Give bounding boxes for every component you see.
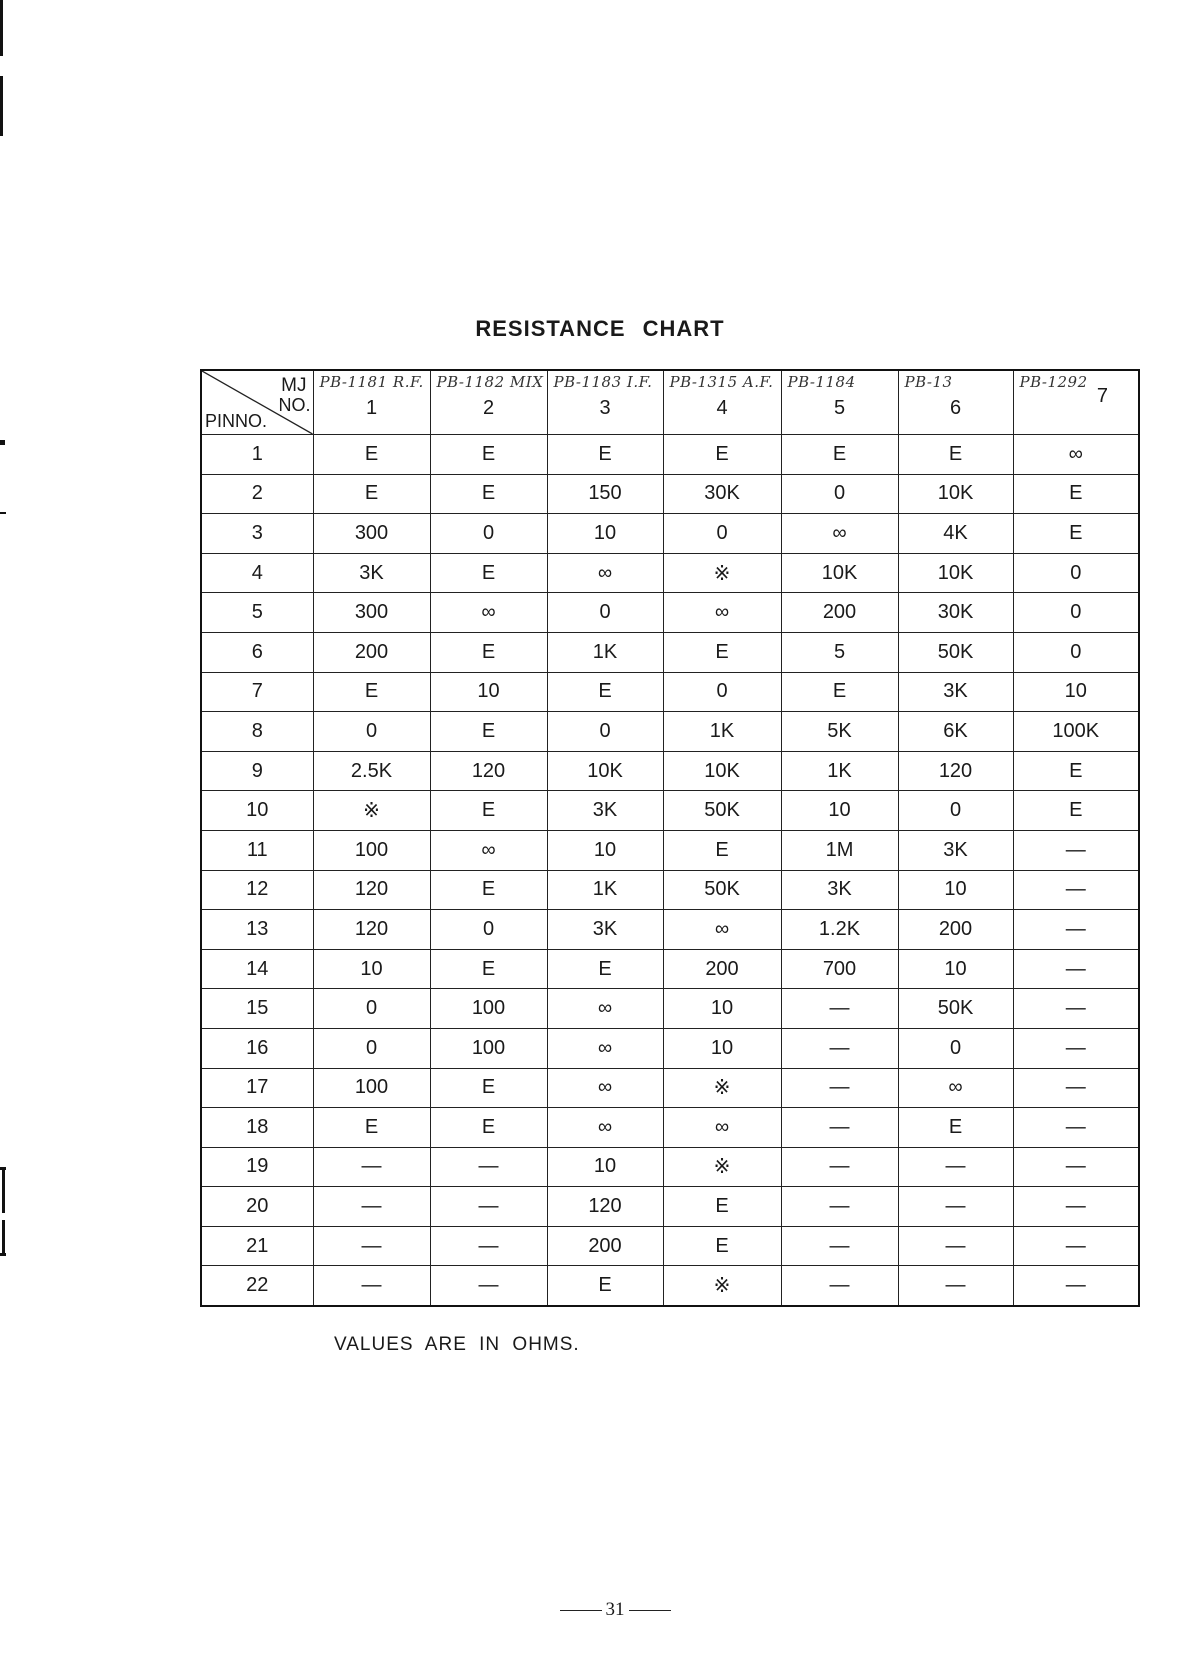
resistance-value-cell: 700	[781, 949, 898, 989]
handwritten-note: PB-13	[904, 373, 953, 391]
column-header-mj-2	[430, 370, 547, 435]
page-number-footer	[0, 1599, 1188, 1621]
resistance-value-cell: 10	[781, 791, 898, 831]
scan-margin-mark	[2, 1167, 5, 1213]
table-row	[201, 870, 1139, 910]
table-row	[201, 1028, 1139, 1068]
resistance-value-cell: —	[898, 1226, 1013, 1266]
resistance-value-cell: 200	[781, 593, 898, 633]
table-row	[201, 1108, 1139, 1148]
resistance-value-cell: —	[898, 1187, 1013, 1227]
resistance-value-cell: —	[898, 1147, 1013, 1187]
resistance-value-cell: 0	[547, 593, 663, 633]
resistance-value-cell: 120	[313, 870, 430, 910]
resistance-value-cell: —	[313, 1266, 430, 1306]
resistance-value-cell: 2.5K	[313, 751, 430, 791]
resistance-value-cell: ∞	[781, 514, 898, 554]
resistance-value-cell: E	[547, 949, 663, 989]
resistance-value-cell: 0	[313, 712, 430, 752]
column-header-mj-7	[1013, 370, 1139, 435]
footer-dash	[560, 1610, 602, 1611]
column-number: 3	[599, 397, 611, 419]
resistance-value-cell: —	[1013, 1266, 1139, 1306]
resistance-value-cell: E	[781, 435, 898, 475]
resistance-value-cell: 0	[898, 1028, 1013, 1068]
table-row	[201, 712, 1139, 752]
resistance-value-cell: 200	[313, 632, 430, 672]
resistance-value-cell: 100	[430, 989, 547, 1029]
resistance-value-cell: E	[547, 435, 663, 475]
pin-number-cell: 2	[201, 474, 313, 514]
resistance-value-cell: E	[898, 435, 1013, 475]
resistance-value-cell: 10	[663, 989, 781, 1029]
table-row	[201, 791, 1139, 831]
table-row	[201, 910, 1139, 950]
resistance-value-cell: E	[1013, 751, 1139, 791]
resistance-value-cell: 0	[1013, 632, 1139, 672]
resistance-value-cell: 150	[547, 474, 663, 514]
resistance-value-cell: E	[547, 672, 663, 712]
resistance-value-cell: 120	[898, 751, 1013, 791]
handwritten-note: PB-1315 A.F.	[669, 373, 774, 391]
table-row	[201, 632, 1139, 672]
resistance-value-cell: —	[1013, 870, 1139, 910]
resistance-value-cell: 1K	[663, 712, 781, 752]
resistance-value-cell: —	[1013, 1068, 1139, 1108]
resistance-value-cell: 0	[898, 791, 1013, 831]
column-header-mj-3	[547, 370, 663, 435]
resistance-value-cell: 0	[663, 514, 781, 554]
resistance-value-cell: 10	[547, 514, 663, 554]
resistance-value-cell: 0	[1013, 553, 1139, 593]
resistance-value-cell: 3K	[898, 830, 1013, 870]
scan-margin-mark	[2, 1220, 5, 1256]
resistance-value-cell: 10K	[898, 474, 1013, 514]
resistance-value-cell: —	[1013, 1028, 1139, 1068]
resistance-value-cell: ※	[663, 1266, 781, 1306]
resistance-value-cell: E	[663, 1187, 781, 1227]
resistance-value-cell: E	[430, 632, 547, 672]
pin-number-cell: 5	[201, 593, 313, 633]
table-row	[201, 751, 1139, 791]
page-number: 31	[605, 1599, 625, 1620]
handwritten-note: PB-1183 I.F.	[553, 373, 653, 391]
column-header-mj-1	[313, 370, 430, 435]
units-note: VALUES ARE IN OHMS.	[334, 1334, 580, 1355]
table-row	[201, 672, 1139, 712]
resistance-value-cell: 300	[313, 593, 430, 633]
resistance-value-cell: ∞	[547, 1108, 663, 1148]
resistance-value-cell: 10	[313, 949, 430, 989]
resistance-value-cell: 1.2K	[781, 910, 898, 950]
resistance-value-cell: —	[313, 1147, 430, 1187]
resistance-value-cell: —	[1013, 1147, 1139, 1187]
chart-title: RESISTANCE CHART	[475, 316, 725, 341]
table-row	[201, 1187, 1139, 1227]
resistance-value-cell: 120	[547, 1187, 663, 1227]
resistance-value-cell: ∞	[1013, 435, 1139, 475]
resistance-value-cell: —	[1013, 1226, 1139, 1266]
resistance-value-cell: 6K	[898, 712, 1013, 752]
resistance-value-cell: 0	[313, 989, 430, 1029]
mj-label: MJ	[281, 375, 307, 396]
table-row	[201, 1266, 1139, 1306]
footer-dash	[629, 1610, 671, 1611]
resistance-value-cell: 0	[430, 910, 547, 950]
resistance-value-cell: 5	[781, 632, 898, 672]
resistance-value-cell: 50K	[663, 791, 781, 831]
pin-number-cell: 12	[201, 870, 313, 910]
resistance-value-cell: —	[781, 1028, 898, 1068]
pin-number-cell: 15	[201, 989, 313, 1029]
resistance-value-cell: —	[781, 1266, 898, 1306]
header-row	[201, 370, 1139, 435]
resistance-value-cell: 10	[663, 1028, 781, 1068]
resistance-value-cell: —	[898, 1266, 1013, 1306]
pin-number-cell: 17	[201, 1068, 313, 1108]
pin-number-cell: 21	[201, 1226, 313, 1266]
resistance-value-cell: 3K	[547, 910, 663, 950]
resistance-value-cell: —	[430, 1266, 547, 1306]
resistance-value-cell: ∞	[430, 830, 547, 870]
resistance-table	[200, 369, 1140, 1307]
table-row	[201, 1226, 1139, 1266]
pin-number-cell: 18	[201, 1108, 313, 1148]
resistance-value-cell: 1M	[781, 830, 898, 870]
scan-margin-mark	[0, 440, 5, 445]
resistance-value-cell: 10K	[663, 751, 781, 791]
resistance-value-cell: 1K	[547, 870, 663, 910]
resistance-value-cell: 50K	[898, 632, 1013, 672]
pin-number-cell: 6	[201, 632, 313, 672]
column-header-mj-5	[781, 370, 898, 435]
resistance-value-cell: 10	[898, 870, 1013, 910]
resistance-value-cell: —	[430, 1187, 547, 1227]
pin-number-cell: 13	[201, 910, 313, 950]
table-row	[201, 553, 1139, 593]
resistance-value-cell: E	[430, 1068, 547, 1108]
pin-number-cell: 11	[201, 830, 313, 870]
resistance-value-cell: 200	[898, 910, 1013, 950]
resistance-value-cell: E	[430, 949, 547, 989]
handwritten-note: PB-1182 MIX	[436, 373, 544, 391]
resistance-value-cell: 10	[898, 949, 1013, 989]
pin-number-cell: 4	[201, 553, 313, 593]
resistance-value-cell: 100	[313, 1068, 430, 1108]
pin-number-cell: 8	[201, 712, 313, 752]
scan-margin-mark	[0, 0, 3, 56]
resistance-value-cell: —	[1013, 910, 1139, 950]
resistance-value-cell: E	[547, 1266, 663, 1306]
resistance-value-cell: ∞	[663, 593, 781, 633]
resistance-value-cell: E	[430, 712, 547, 752]
resistance-value-cell: E	[663, 435, 781, 475]
resistance-value-cell: 10	[430, 672, 547, 712]
table-row	[201, 1147, 1139, 1187]
pin-number-cell: 14	[201, 949, 313, 989]
resistance-value-cell: E	[1013, 791, 1139, 831]
resistance-value-cell: ※	[313, 791, 430, 831]
resistance-value-cell: 100	[430, 1028, 547, 1068]
resistance-value-cell: E	[430, 435, 547, 475]
resistance-value-cell: E	[1013, 474, 1139, 514]
column-number: 4	[716, 397, 728, 419]
resistance-value-cell: E	[663, 1226, 781, 1266]
resistance-value-cell: ∞	[547, 1028, 663, 1068]
resistance-value-cell: —	[1013, 830, 1139, 870]
scan-margin-mark	[0, 76, 3, 136]
resistance-value-cell: 0	[781, 474, 898, 514]
resistance-value-cell: ∞	[547, 1068, 663, 1108]
resistance-value-cell: 10	[547, 1147, 663, 1187]
resistance-value-cell: —	[781, 1187, 898, 1227]
table-row	[201, 514, 1139, 554]
resistance-value-cell: —	[430, 1226, 547, 1266]
corner-header-cell	[201, 370, 313, 435]
resistance-value-cell: 100K	[1013, 712, 1139, 752]
resistance-value-cell: —	[1013, 1187, 1139, 1227]
resistance-value-cell: 120	[430, 751, 547, 791]
resistance-value-cell: 200	[663, 949, 781, 989]
resistance-value-cell: E	[898, 1108, 1013, 1148]
no-label: NO.	[278, 395, 311, 415]
resistance-value-cell: ∞	[547, 989, 663, 1029]
pin-number-cell: 20	[201, 1187, 313, 1227]
handwritten-note: PB-1181 R.F.	[319, 373, 424, 391]
resistance-value-cell: 1K	[781, 751, 898, 791]
resistance-value-cell: 10	[547, 830, 663, 870]
column-number: 5	[833, 397, 846, 419]
pin-number-cell: 10	[201, 791, 313, 831]
table-row	[201, 593, 1139, 633]
resistance-value-cell: —	[313, 1187, 430, 1227]
column-number: 1	[365, 397, 378, 419]
table-row	[201, 1068, 1139, 1108]
resistance-value-cell: E	[430, 474, 547, 514]
resistance-value-cell: 4K	[898, 514, 1013, 554]
resistance-value-cell: E	[430, 870, 547, 910]
resistance-value-cell: E	[313, 435, 430, 475]
pin-number-cell: 9	[201, 751, 313, 791]
resistance-value-cell: ∞	[663, 1108, 781, 1148]
table-row	[201, 949, 1139, 989]
resistance-value-cell: 10	[1013, 672, 1139, 712]
pin-number-cell: 19	[201, 1147, 313, 1187]
resistance-value-cell: 200	[547, 1226, 663, 1266]
resistance-value-cell: E	[313, 1108, 430, 1148]
column-header-mj-4	[663, 370, 781, 435]
resistance-value-cell: 0	[663, 672, 781, 712]
resistance-value-cell: ※	[663, 1147, 781, 1187]
table-row	[201, 830, 1139, 870]
resistance-value-cell: ※	[663, 553, 781, 593]
resistance-value-cell: 0	[313, 1028, 430, 1068]
resistance-value-cell: 30K	[898, 593, 1013, 633]
resistance-value-cell: E	[663, 632, 781, 672]
pin-number-cell: 7	[201, 672, 313, 712]
pin-no-label: PINNO.	[205, 411, 268, 431]
resistance-value-cell: ∞	[663, 910, 781, 950]
table-row	[201, 989, 1139, 1029]
resistance-value-cell: —	[781, 1068, 898, 1108]
resistance-value-cell: —	[1013, 1108, 1139, 1148]
resistance-value-cell: E	[313, 672, 430, 712]
resistance-value-cell: —	[1013, 989, 1139, 1029]
resistance-value-cell: E	[781, 672, 898, 712]
table-row	[201, 474, 1139, 514]
resistance-value-cell: —	[781, 989, 898, 1029]
column-number: 2	[482, 397, 495, 419]
resistance-value-cell: —	[781, 1147, 898, 1187]
column-header-mj-6	[898, 370, 1013, 435]
resistance-value-cell: E	[430, 1108, 547, 1148]
handwritten-note: PB-1184	[787, 373, 856, 391]
resistance-value-cell: 10K	[898, 553, 1013, 593]
column-number: 7	[1096, 385, 1108, 407]
scan-margin-mark	[0, 512, 6, 514]
resistance-value-cell: 3K	[547, 791, 663, 831]
resistance-value-cell: —	[781, 1226, 898, 1266]
handwritten-note: PB-1292	[1019, 373, 1088, 391]
resistance-value-cell: E	[430, 791, 547, 831]
resistance-value-cell: 0	[1013, 593, 1139, 633]
resistance-value-cell: —	[1013, 949, 1139, 989]
resistance-value-cell: 0	[430, 514, 547, 554]
resistance-value-cell: —	[781, 1108, 898, 1148]
resistance-value-cell: 10K	[547, 751, 663, 791]
pin-number-cell: 1	[201, 435, 313, 475]
resistance-value-cell: 50K	[898, 989, 1013, 1029]
resistance-value-cell: —	[313, 1226, 430, 1266]
resistance-value-cell: E	[313, 474, 430, 514]
scan-margin-mark	[0, 1253, 6, 1256]
scan-margin-mark	[0, 1167, 6, 1170]
resistance-value-cell: 3K	[781, 870, 898, 910]
table-body	[201, 435, 1139, 1307]
resistance-value-cell: E	[1013, 514, 1139, 554]
resistance-value-cell: 50K	[663, 870, 781, 910]
resistance-value-cell: 120	[313, 910, 430, 950]
pin-number-cell: 16	[201, 1028, 313, 1068]
resistance-value-cell: 1K	[547, 632, 663, 672]
pin-number-cell: 3	[201, 514, 313, 554]
resistance-value-cell: ※	[663, 1068, 781, 1108]
resistance-value-cell: ∞	[430, 593, 547, 633]
resistance-value-cell: 5K	[781, 712, 898, 752]
resistance-value-cell: ∞	[547, 553, 663, 593]
resistance-value-cell: 10K	[781, 553, 898, 593]
column-number: 6	[949, 397, 962, 419]
resistance-value-cell: 300	[313, 514, 430, 554]
resistance-value-cell: 100	[313, 830, 430, 870]
resistance-value-cell: —	[430, 1147, 547, 1187]
pin-number-cell: 22	[201, 1266, 313, 1306]
resistance-value-cell: 0	[547, 712, 663, 752]
resistance-value-cell: 3K	[898, 672, 1013, 712]
resistance-value-cell: E	[430, 553, 547, 593]
resistance-value-cell: 3K	[313, 553, 430, 593]
resistance-value-cell: 30K	[663, 474, 781, 514]
resistance-value-cell: E	[663, 830, 781, 870]
resistance-value-cell: ∞	[898, 1068, 1013, 1108]
table-row	[201, 435, 1139, 475]
